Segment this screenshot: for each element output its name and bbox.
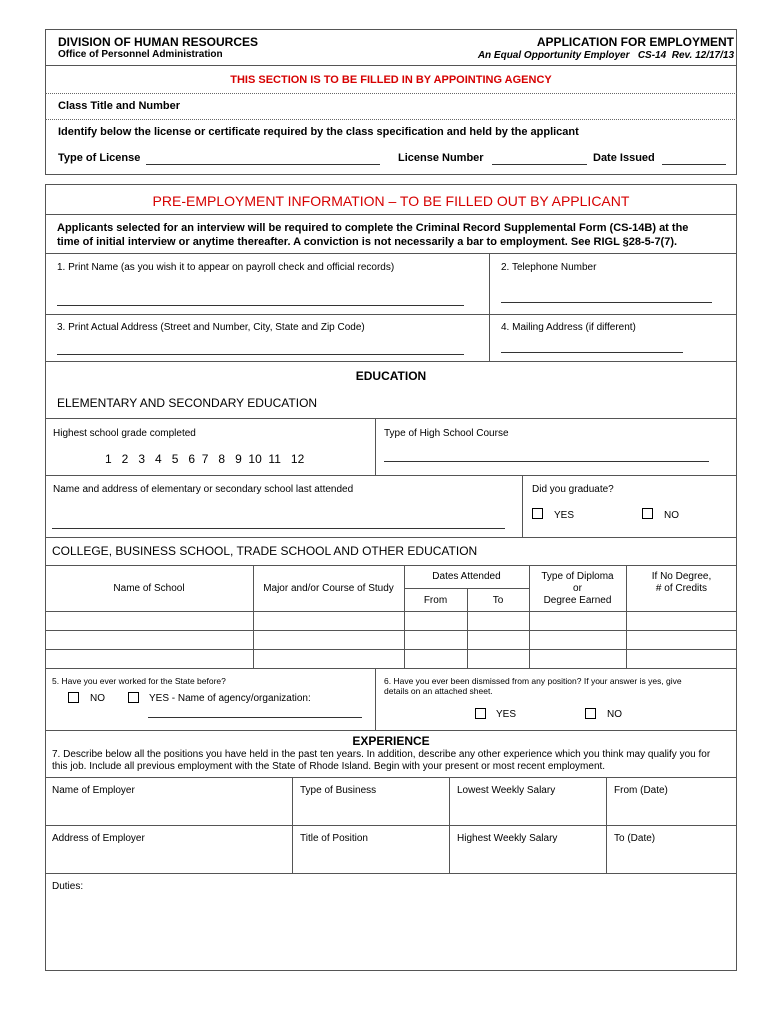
divider <box>45 475 737 476</box>
employer-address-label: Address of Employer <box>52 833 145 844</box>
mailing-address-field[interactable] <box>501 352 683 353</box>
experience-desc-2: this job. Include all previous employment with the State of Rhode Island. Begin with your present or most recent employment. <box>52 761 606 772</box>
divider <box>404 588 529 589</box>
experience-desc-1: 7. Describe below all the positions you have held in the past ten years. In addition, describe any other experience which you think may qualify you for <box>52 749 711 760</box>
lowest-salary-label: Lowest Weekly Salary <box>457 785 556 796</box>
telephone-label: 2. Telephone Number <box>501 262 597 273</box>
state-no-checkbox[interactable] <box>68 692 79 703</box>
pre-employment-title: PRE-EMPLOYMENT INFORMATION – TO BE FILLED OUT BY APPLICANT <box>152 193 630 209</box>
hs-course-label: Type of High School Course <box>384 428 509 439</box>
worked-for-state-label: 5. Have you ever worked for the State before? <box>52 676 226 686</box>
dismissed-label <box>384 676 682 696</box>
elementary-title: ELEMENTARY AND SECONDARY EDUCATION <box>57 396 318 410</box>
col-credits-line-2: # of Credits <box>655 583 708 594</box>
dismissed-line-2: details on an attached sheet. <box>384 686 493 696</box>
type-of-license-label: Type of License <box>58 152 141 164</box>
col-major-header: Major and/or Course of Study <box>263 583 394 594</box>
hs-course-field[interactable] <box>384 461 709 462</box>
divider <box>45 253 737 254</box>
divider <box>45 565 737 566</box>
divider <box>45 418 737 419</box>
divider <box>45 314 737 315</box>
agency-name-field[interactable] <box>148 717 362 718</box>
grade-options[interactable]: 1 2 3 4 5 6 7 8 9 10 11 12 <box>105 452 305 466</box>
divider <box>375 668 376 730</box>
dismissed-no-checkbox[interactable] <box>585 708 596 719</box>
dismissed-line-1: 6. Have you ever been dismissed from any position? If your answer is yes, give <box>384 676 682 686</box>
notice-line-1: Applicants selected for an interview will be required to complete the Criminal Record Supplemental Form (CS-14B) at the <box>57 222 689 234</box>
print-name-field[interactable] <box>57 305 464 306</box>
duties-label: Duties: <box>52 881 84 892</box>
print-name-label: 1. Print Name (as you wish it to appear on payroll check and official records) <box>57 262 395 273</box>
col-diploma-header <box>529 571 626 607</box>
agency-banner: THIS SECTION IS TO BE FILLED IN BY APPOINTING AGENCY <box>230 74 552 86</box>
dismissed-yes-label: YES <box>496 709 517 720</box>
divider <box>45 873 737 874</box>
table-row-divider <box>45 630 737 631</box>
highest-grade-label: Highest school grade completed <box>53 428 196 439</box>
divider <box>45 214 737 215</box>
actual-address-label: 3. Print Actual Address (Street and Number, City, State and Zip Code) <box>57 322 365 333</box>
form-revision: An Equal Opportunity Employer CS-14 Rev. 12/17/13 <box>477 50 734 61</box>
date-issued-field[interactable] <box>662 164 726 165</box>
divider <box>375 418 376 475</box>
graduate-yes-label: YES <box>554 510 575 521</box>
table-row-divider <box>45 649 737 650</box>
divider <box>522 475 523 537</box>
divider <box>253 565 254 668</box>
dismissed-no-label: NO <box>607 709 622 720</box>
graduate-no-checkbox[interactable] <box>642 508 653 519</box>
experience-title: EXPERIENCE <box>352 734 430 748</box>
class-title-label: Class Title and Number <box>58 100 181 112</box>
col-from-header: From <box>423 595 448 606</box>
notice-line-2: time of initial interview or anytime thereafter. A conviction is not necessarily a bar to employment. See RIGL §28-5-7(7). <box>57 236 678 248</box>
license-number-label: License Number <box>398 152 484 164</box>
col-school-header: Name of School <box>113 583 185 594</box>
col-diploma-line-1: Type of Diploma <box>541 571 614 582</box>
mailing-address-label: 4. Mailing Address (if different) <box>501 322 636 333</box>
col-dates-header: Dates Attended <box>432 571 501 582</box>
education-title: EDUCATION <box>355 369 427 383</box>
duties-field[interactable] <box>46 896 736 970</box>
divider <box>45 65 737 66</box>
state-yes-checkbox[interactable] <box>128 692 139 703</box>
col-to-header: To <box>492 595 504 606</box>
division-title: DIVISION OF HUMAN RESOURCES <box>58 35 259 49</box>
col-credits-header <box>626 571 737 595</box>
dismissed-yes-checkbox[interactable] <box>475 708 486 719</box>
col-diploma-line-3: Degree Earned <box>543 595 612 606</box>
business-type-label: Type of Business <box>300 785 377 796</box>
college-title: COLLEGE, BUSINESS SCHOOL, TRADE SCHOOL AND OTHER EDUCATION <box>52 544 478 558</box>
divider <box>489 253 490 361</box>
position-title-label: Title of Position <box>300 833 368 844</box>
to-date-label: To (Date) <box>614 833 656 844</box>
from-date-label: From (Date) <box>614 785 668 796</box>
type-of-license-field[interactable] <box>146 164 380 165</box>
divider <box>45 825 737 826</box>
application-title: APPLICATION FOR EMPLOYMENT <box>536 35 734 49</box>
col-credits-line-1: If No Degree, <box>651 571 712 582</box>
graduate-yes-checkbox[interactable] <box>532 508 543 519</box>
divider <box>45 93 737 94</box>
date-issued-label: Date Issued <box>593 152 655 164</box>
highest-salary-label: Highest Weekly Salary <box>457 833 558 844</box>
telephone-field[interactable] <box>501 302 712 303</box>
license-number-field[interactable] <box>492 164 587 165</box>
divider <box>45 668 737 669</box>
school-attended-field[interactable] <box>52 528 505 529</box>
license-instruction: Identify below the license or certificate required by the class specification and held by the applicant <box>58 126 579 138</box>
divider <box>45 537 737 538</box>
state-no-label: NO <box>90 693 105 704</box>
school-attended-label: Name and address of elementary or secondary school last attended <box>53 484 354 495</box>
col-diploma-line-2: or <box>573 583 582 594</box>
divider <box>45 730 737 731</box>
divider <box>45 361 737 362</box>
divider <box>45 777 737 778</box>
graduate-no-label: NO <box>664 510 679 521</box>
table-row-divider <box>45 611 737 612</box>
office-title: Office of Personnel Administration <box>58 49 223 60</box>
divider <box>45 119 737 120</box>
actual-address-field[interactable] <box>57 354 464 355</box>
state-yes-label: YES - Name of agency/organization: <box>149 693 311 704</box>
employer-name-label: Name of Employer <box>52 785 135 796</box>
graduate-label: Did you graduate? <box>532 484 614 495</box>
